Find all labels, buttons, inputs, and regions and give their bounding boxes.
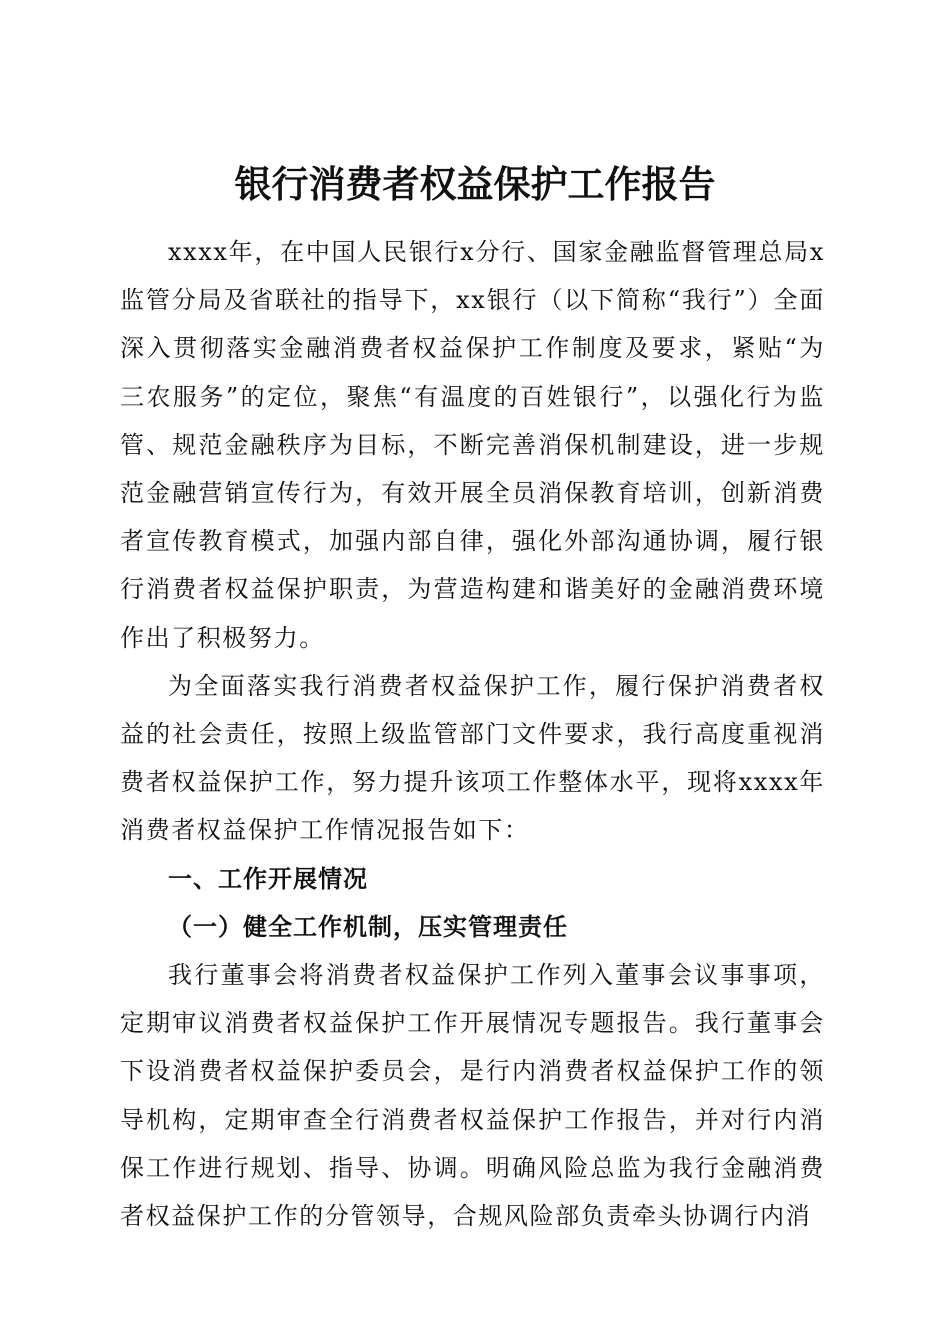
- document-title: 银行消费者权益保护工作报告: [234, 161, 716, 206]
- document-body: [120, 228, 825, 1240]
- intro-paragraph: xxxx年，在中国人民银行x分行、国家金融监督管理总局x监管分局及省联社的指导下，xx银行（以下简称“我行”）全面深入贯彻落实金融消费者权益保护工作制度及要求，紧贴“为三农服务”的定位，聚焦“有温度的百姓银行”，以强化行为监管、规范金融秩序为目标，不断完善消保机制建设，进一步规范金融营销宣传行为，有效开展全员消保教育培训，创新消费者宣传教育模式，加强内部自律，强化外部沟通协调，履行银行消费者权益保护职责，为营造构建和谐美好的金融消费环境作出了积极努力。: [120, 238, 825, 652]
- subsection-heading-mechanism: （一）健全工作机制，压实管理责任: [168, 911, 568, 941]
- board-paragraph: 我行董事会将消费者权益保护工作列入董事会议事事项，定期审议消费者权益保护工作开展情况专题报告。我行董事会下设消费者权益保护委员会，是行内消费者权益保护工作的领导机构，定期审查全行消费者权益保护工作报告，并对行内消保工作进行规划、指导、协调。明确风险总监为我行金融消费者权益保护工作的分管领导，合规风险部负责牵头协调行内消: [120, 961, 825, 1231]
- section-heading-work-progress: 一、工作开展情况: [168, 864, 368, 893]
- purpose-paragraph: 为全面落实我行消费者权益保护工作，履行保护消费者权益的社会责任，按照上级监管部门文件要求，我行高度重视消费者权益保护工作，努力提升该项工作整体水平，现将xxxx年消费者权益保护工作情况报告如下：: [120, 671, 825, 845]
